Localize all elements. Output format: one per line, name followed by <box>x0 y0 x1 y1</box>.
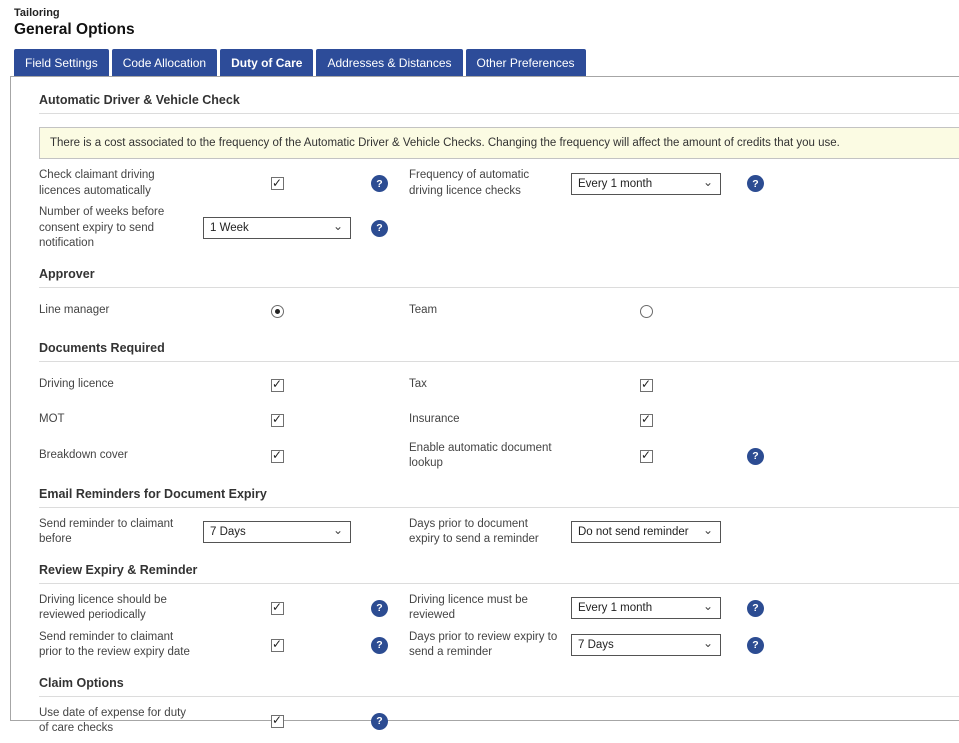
checkbox[interactable] <box>271 177 284 190</box>
help-icon[interactable]: ? <box>747 175 764 192</box>
check-mark-icon: ✓ <box>271 412 283 427</box>
select-dropdown[interactable] <box>571 521 721 543</box>
breadcrumb: Tailoring <box>14 7 60 19</box>
help-cell <box>351 713 409 730</box>
page-header <box>0 0 959 39</box>
checkbox[interactable] <box>640 450 653 463</box>
field-label: Days prior to review expiry to send a reminder <box>409 630 558 659</box>
page-title: General Options <box>14 21 135 38</box>
select-value: Do not send reminder <box>578 526 689 539</box>
help-cell <box>721 448 811 465</box>
chevron-down-icon: ⌄ <box>702 599 713 614</box>
rows <box>39 590 959 664</box>
tab-bar <box>14 49 959 76</box>
field-label: Use date of expense for duty of care checks <box>39 706 187 735</box>
tab-code-allocation[interactable]: Code Allocation <box>112 49 217 76</box>
checkbox[interactable] <box>640 379 653 392</box>
radio-cell <box>571 305 721 318</box>
chevron-down-icon: ⌄ <box>332 219 343 234</box>
check-mark-icon: ✓ <box>640 377 652 392</box>
tab-field-settings[interactable]: Field Settings <box>14 49 109 76</box>
radio-dot <box>275 309 280 314</box>
select-value: 7 Days <box>578 639 614 652</box>
help-cell <box>721 637 811 654</box>
select-dropdown[interactable] <box>571 634 721 656</box>
tab-other-preferences[interactable]: Other Preferences <box>466 49 586 76</box>
radio-cell <box>203 305 351 318</box>
chevron-down-icon: ⌄ <box>332 523 343 538</box>
check-mark-icon: ✓ <box>640 412 652 427</box>
help-icon[interactable]: ? <box>371 637 388 654</box>
help-icon[interactable]: ? <box>747 600 764 617</box>
checkbox[interactable] <box>271 602 284 615</box>
help-icon[interactable]: ? <box>371 713 388 730</box>
field-label: Driving licence should be reviewed periodically <box>39 593 167 622</box>
checkbox-cell <box>203 414 351 427</box>
field-label: Days prior to document expiry to send a reminder <box>409 517 539 546</box>
select-cell <box>571 173 721 195</box>
help-icon[interactable]: ? <box>371 220 388 237</box>
section-title: Approver <box>39 267 959 288</box>
field-label: Enable automatic document lookup <box>409 441 552 470</box>
form-row <box>39 294 959 329</box>
sections <box>39 93 959 740</box>
help-cell <box>351 175 409 192</box>
help-cell <box>351 600 409 617</box>
checkbox-cell <box>203 450 351 463</box>
checkbox-cell <box>571 379 721 392</box>
select-dropdown[interactable] <box>571 173 721 195</box>
rows <box>39 514 959 551</box>
select-cell <box>203 217 351 239</box>
select-value: 1 Week <box>210 222 249 235</box>
check-mark-icon: ✓ <box>271 448 283 463</box>
checkbox-cell <box>571 414 721 427</box>
section <box>39 676 959 740</box>
form-row <box>39 703 959 740</box>
rows <box>39 165 959 255</box>
field-label: Number of weeks before consent expiry to send notification <box>39 206 165 250</box>
section <box>39 487 959 551</box>
help-cell <box>351 637 409 654</box>
section-title: Documents Required <box>39 341 959 362</box>
checkbox[interactable] <box>271 414 284 427</box>
check-mark-icon: ✓ <box>640 448 652 463</box>
section <box>39 93 959 255</box>
chevron-down-icon: ⌄ <box>702 174 713 189</box>
help-icon[interactable]: ? <box>371 175 388 192</box>
select-dropdown[interactable] <box>203 521 351 543</box>
radio-button[interactable] <box>271 305 284 318</box>
field-label: Driving licence must be reviewed <box>409 593 528 622</box>
field-label: Line manager <box>39 304 110 317</box>
form-row <box>39 165 959 202</box>
check-mark-icon: ✓ <box>271 637 283 652</box>
form-row <box>39 627 959 664</box>
help-cell <box>351 220 409 237</box>
checkbox-cell <box>203 639 351 652</box>
checkbox-cell <box>203 379 351 392</box>
radio-button[interactable] <box>640 305 653 318</box>
check-mark-icon: ✓ <box>271 600 283 615</box>
field-label: MOT <box>39 413 65 426</box>
checkbox[interactable] <box>271 639 284 652</box>
select-value: 7 Days <box>210 526 246 539</box>
select-cell <box>571 597 721 619</box>
field-label: Tax <box>409 378 427 391</box>
section <box>39 267 959 329</box>
select-cell <box>571 521 721 543</box>
field-label: Driving licence <box>39 378 114 391</box>
field-label: Send reminder to claimant prior to the review expiry date <box>39 630 190 659</box>
field-label: Breakdown cover <box>39 449 128 462</box>
section <box>39 563 959 664</box>
checkbox[interactable] <box>640 414 653 427</box>
select-value: Every 1 month <box>578 177 653 190</box>
form-row <box>39 514 959 551</box>
select-cell <box>203 521 351 543</box>
checkbox-cell <box>203 177 351 190</box>
rows <box>39 368 959 475</box>
form-row <box>39 368 959 403</box>
form-row <box>39 590 959 627</box>
checkbox-cell <box>571 450 721 463</box>
select-dropdown[interactable] <box>571 597 721 619</box>
check-mark-icon: ✓ <box>271 175 283 190</box>
notice-banner: There is a cost associated to the frequency of the Automatic Driver & Vehicle Checks. Changing the frequency will affect the amount of credits that you use. <box>39 127 959 159</box>
checkbox[interactable] <box>271 715 284 728</box>
checkbox-cell <box>203 602 351 615</box>
section-title: Claim Options <box>39 676 959 697</box>
tab-addresses-distances[interactable]: Addresses & Distances <box>316 49 462 76</box>
rows <box>39 294 959 329</box>
tab-duty-of-care[interactable]: Duty of Care <box>220 49 313 76</box>
select-cell <box>571 634 721 656</box>
checkbox[interactable] <box>271 450 284 463</box>
section-title: Review Expiry & Reminder <box>39 563 959 584</box>
form-row <box>39 403 959 438</box>
help-icon[interactable]: ? <box>371 600 388 617</box>
section <box>39 341 959 475</box>
checkbox-cell <box>203 715 351 728</box>
help-icon[interactable]: ? <box>747 448 764 465</box>
help-cell <box>721 600 811 617</box>
field-label: Team <box>409 304 438 317</box>
settings-panel <box>10 76 959 735</box>
help-cell <box>721 175 811 192</box>
field-label: Insurance <box>409 413 460 426</box>
field-label: Frequency of automatic driving licence checks <box>409 169 530 197</box>
section-title: Automatic Driver & Vehicle Check <box>39 93 959 114</box>
form-row <box>39 438 959 475</box>
select-dropdown[interactable] <box>203 217 351 239</box>
check-mark-icon: ✓ <box>271 377 283 392</box>
checkbox[interactable] <box>271 379 284 392</box>
check-mark-icon: ✓ <box>271 713 283 728</box>
section-title: Email Reminders for Document Expiry <box>39 487 959 508</box>
form-row <box>39 202 959 255</box>
chevron-down-icon: ⌄ <box>702 523 713 538</box>
field-label: Check claimant driving licences automatically <box>39 169 155 197</box>
field-label: Send reminder to claimant before <box>39 517 174 546</box>
help-icon[interactable]: ? <box>747 637 764 654</box>
select-value: Every 1 month <box>578 602 653 615</box>
rows <box>39 703 959 740</box>
chevron-down-icon: ⌄ <box>702 636 713 651</box>
